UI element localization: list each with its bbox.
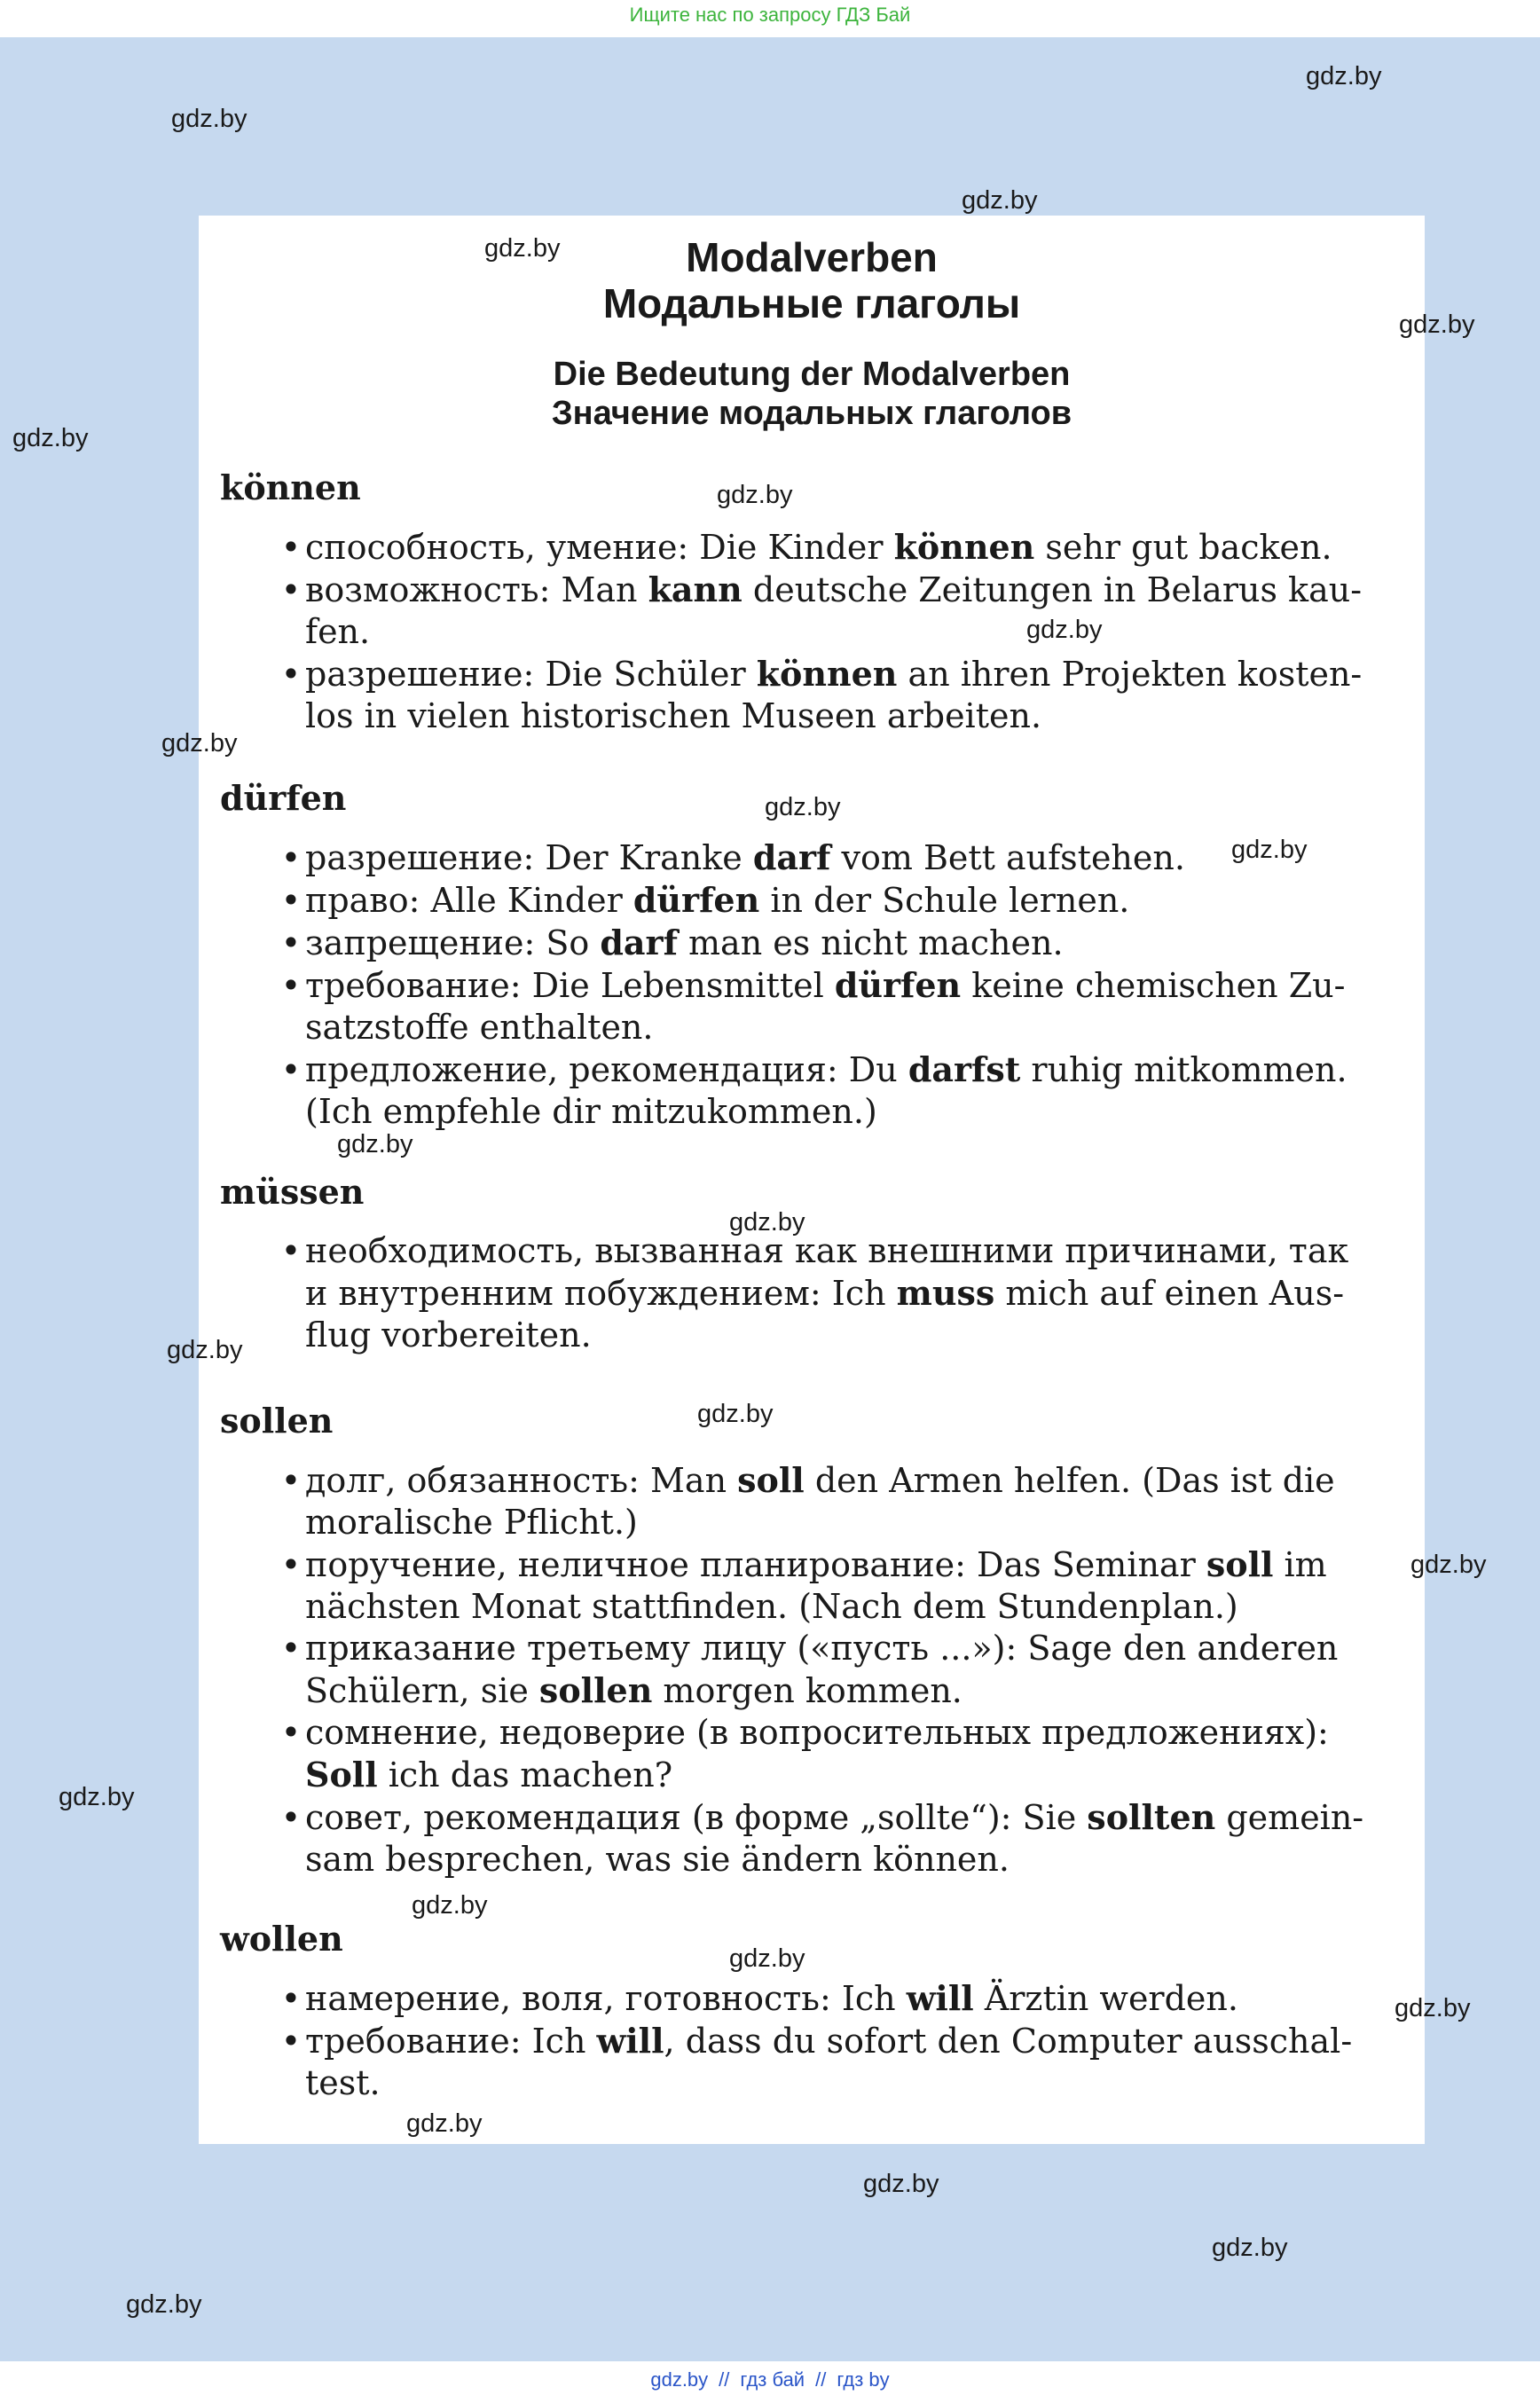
list-item bbox=[277, 569, 1403, 653]
item-text: сомнение, недоверие (в вопросительных предложениях): bbox=[305, 1713, 1329, 1752]
list-item bbox=[277, 1543, 1403, 1628]
watermark: gdz.by bbox=[1395, 1994, 1471, 2022]
item-line bbox=[277, 1798, 1363, 1837]
list-item bbox=[277, 526, 1403, 569]
item-text: требование: Die Lebensmittel bbox=[305, 966, 835, 1005]
subtitle-ru: Значение модальных глаголов bbox=[551, 395, 1072, 432]
bottom-link-gdz-by[interactable]: gdz.by bbox=[650, 2368, 709, 2391]
item-line bbox=[277, 923, 1064, 962]
list-item bbox=[277, 879, 1403, 922]
item-text: необходимость, вызванная как внешними причинами, так bbox=[305, 1231, 1349, 1270]
item-text: satzstoffe enthalten. bbox=[305, 1008, 654, 1047]
modal-verb-form: will bbox=[596, 2021, 664, 2061]
modal-verb-form: darf bbox=[752, 837, 831, 877]
item-text: долг, обязанность: Man bbox=[305, 1461, 738, 1500]
modal-verb-form: können bbox=[756, 654, 898, 694]
watermark: gdz.by bbox=[1410, 1551, 1487, 1579]
item-line bbox=[277, 1629, 1338, 1668]
subtitle-de: Die Bedeutung der Modalverben bbox=[553, 356, 1071, 393]
watermark: gdz.by bbox=[12, 424, 89, 452]
section-list-muessen bbox=[277, 1230, 1403, 1356]
item-line bbox=[277, 1050, 1348, 1089]
item-text: запрещение: So bbox=[305, 923, 601, 962]
title-ru: Модальные глаголы bbox=[602, 280, 1021, 326]
item-text: требование: Ich bbox=[305, 2022, 597, 2061]
item-text: ich das machen? bbox=[377, 1755, 673, 1794]
item-line bbox=[277, 1007, 1403, 1048]
item-text: man es nicht machen. bbox=[677, 923, 1064, 962]
bottom-link-gdz-by-ru[interactable]: гдз by bbox=[837, 2368, 890, 2391]
item-text: приказание третьему лицу («пусть ...»): Sage den anderen bbox=[305, 1629, 1339, 1668]
item-line bbox=[277, 838, 1185, 877]
watermark: gdz.by bbox=[337, 1130, 413, 1158]
item-line bbox=[277, 655, 1362, 694]
item-text: fen. bbox=[305, 612, 371, 651]
watermark: gdz.by bbox=[171, 105, 248, 133]
bullet-icon: • bbox=[280, 1545, 302, 1584]
item-text: mich auf einen Aus- bbox=[994, 1274, 1345, 1313]
item-text: flug vorbereiten. bbox=[305, 1315, 592, 1355]
item-line bbox=[277, 1502, 1403, 1543]
item-text: sehr gut backen. bbox=[1034, 528, 1332, 567]
bullet-icon: • bbox=[280, 1979, 302, 2018]
verb-heading-wollen: wollen bbox=[220, 1919, 343, 1959]
verb-heading-muessen: müssen bbox=[220, 1172, 365, 1212]
item-line bbox=[277, 2022, 1352, 2061]
verb-heading-koennen: können bbox=[220, 467, 361, 507]
watermark: gdz.by bbox=[962, 186, 1038, 215]
item-line bbox=[277, 528, 1332, 567]
item-line bbox=[277, 1091, 1403, 1133]
item-line bbox=[277, 1231, 1348, 1270]
modal-verb-form: Soll bbox=[305, 1755, 378, 1794]
item-text: moralische Pflicht.) bbox=[305, 1503, 638, 1542]
item-line bbox=[277, 695, 1403, 737]
modal-verb-form: soll bbox=[737, 1460, 805, 1500]
item-text: поручение, неличное планирование: Das Seminar bbox=[305, 1545, 1206, 1584]
item-text: право: Alle Kinder bbox=[305, 881, 633, 920]
item-text: ruhig mitkommen. bbox=[1020, 1050, 1348, 1089]
list-item bbox=[277, 1230, 1403, 1356]
item-text: Ärztin werden. bbox=[973, 1979, 1238, 2018]
section-list-wollen bbox=[277, 1977, 1403, 2104]
item-line bbox=[277, 1315, 1403, 1356]
item-line bbox=[277, 1839, 1403, 1881]
verb-heading-duerfen: dürfen bbox=[220, 778, 347, 818]
watermark: gdz.by bbox=[1026, 616, 1103, 644]
watermark: gdz.by bbox=[167, 1336, 243, 1364]
bullet-icon: • bbox=[280, 1050, 302, 1089]
watermark: gdz.by bbox=[1306, 62, 1382, 90]
item-text: gemein- bbox=[1215, 1798, 1364, 1837]
watermark: gdz.by bbox=[1231, 836, 1308, 864]
list-item bbox=[277, 964, 1403, 1048]
modal-verb-form: dürfen bbox=[834, 965, 962, 1005]
list-item bbox=[277, 2020, 1403, 2104]
bullet-icon: • bbox=[280, 1231, 302, 1270]
item-text: и внутренним побуждением: Ich bbox=[305, 1274, 897, 1313]
section-list-sollen bbox=[277, 1459, 1403, 1881]
item-text: (Ich empfehle dir mitzukommen.) bbox=[305, 1092, 877, 1131]
watermark: gdz.by bbox=[1399, 310, 1475, 339]
bullet-icon: • bbox=[280, 923, 302, 962]
watermark: gdz.by bbox=[126, 2290, 202, 2319]
section-list-duerfen bbox=[277, 836, 1403, 1133]
bullet-icon: • bbox=[280, 881, 302, 920]
bullet-icon: • bbox=[280, 570, 302, 609]
item-line bbox=[277, 1669, 1403, 1712]
item-line bbox=[277, 1979, 1238, 2018]
item-line bbox=[277, 1586, 1403, 1628]
modal-verb-form: muss bbox=[896, 1273, 995, 1313]
watermark: gdz.by bbox=[161, 729, 238, 758]
watermark: gdz.by bbox=[863, 2170, 939, 2198]
item-text: способность, умение: Die Kinder bbox=[305, 528, 894, 567]
item-text: , dass du sofort den Computer ausschal- bbox=[664, 2022, 1353, 2061]
item-text: nächsten Monat stattfinden. (Nach dem Stundenplan.) bbox=[305, 1587, 1238, 1626]
item-text: sam besprechen, was sie ändern können. bbox=[305, 1840, 1010, 1879]
item-text: den Armen helfen. (Das ist die bbox=[804, 1461, 1335, 1500]
bullet-icon: • bbox=[280, 966, 302, 1005]
watermark: gdz.by bbox=[59, 1783, 135, 1811]
modal-verb-form: darfst bbox=[908, 1049, 1021, 1089]
title-de: Modalverben bbox=[686, 234, 938, 280]
item-text: намерение, воля, готовность: Ich bbox=[305, 1979, 907, 2018]
bottom-link-gdz-bai[interactable]: гдз бай bbox=[740, 2368, 805, 2391]
item-line bbox=[277, 1461, 1335, 1500]
top-banner-text[interactable]: Ищите нас по запросу ГДЗ Бай bbox=[629, 4, 911, 26]
item-line bbox=[277, 1272, 1403, 1315]
item-line bbox=[277, 881, 1129, 920]
list-item bbox=[277, 1712, 1403, 1796]
modal-verb-form: sollten bbox=[1087, 1797, 1216, 1837]
verb-heading-sollen: sollen bbox=[220, 1401, 334, 1441]
watermark: gdz.by bbox=[406, 2109, 483, 2138]
item-line bbox=[277, 1754, 1403, 1796]
modal-verb-form: können bbox=[893, 527, 1035, 567]
item-text: los in vielen historischen Museen arbeiten. bbox=[305, 696, 1042, 735]
bullet-icon: • bbox=[280, 655, 302, 694]
bottom-separator: // bbox=[719, 2368, 730, 2391]
bullet-icon: • bbox=[280, 2022, 302, 2061]
item-text: предложение, рекомендация: Du bbox=[305, 1050, 908, 1089]
section-list-koennen bbox=[277, 526, 1403, 737]
list-item bbox=[277, 653, 1403, 737]
item-text: test. bbox=[305, 2063, 381, 2102]
bullet-icon: • bbox=[280, 1798, 302, 1837]
item-line bbox=[277, 1713, 1329, 1752]
item-text: morgen kommen. bbox=[652, 1671, 962, 1710]
item-text: Schülern, sie bbox=[305, 1671, 539, 1710]
item-text: an ihren Projekten kosten- bbox=[897, 655, 1363, 694]
modal-verb-form: darf bbox=[600, 923, 678, 962]
modal-verb-form: sollen bbox=[538, 1670, 653, 1710]
bullet-icon: • bbox=[280, 1629, 302, 1668]
modal-verb-form: soll bbox=[1206, 1544, 1274, 1584]
watermark: gdz.by bbox=[765, 793, 841, 821]
item-line bbox=[277, 1545, 1327, 1584]
item-text: in der Schule lernen. bbox=[759, 881, 1130, 920]
item-line bbox=[277, 611, 1403, 653]
list-item bbox=[277, 1977, 1403, 2020]
item-text: deutsche Zeitungen in Belarus kau- bbox=[742, 570, 1363, 609]
bottom-banner bbox=[0, 2368, 1540, 2391]
item-line bbox=[277, 570, 1362, 609]
bottom-separator: // bbox=[815, 2368, 827, 2391]
modal-verb-form: will bbox=[906, 1978, 974, 2018]
modal-verb-form: kann bbox=[648, 569, 742, 609]
watermark: gdz.by bbox=[717, 481, 793, 509]
watermark: gdz.by bbox=[729, 1208, 805, 1237]
list-item bbox=[277, 1459, 1403, 1543]
item-text: разрешение: Die Schüler bbox=[305, 655, 757, 694]
item-text: разрешение: Der Kranke bbox=[305, 838, 753, 877]
watermark: gdz.by bbox=[484, 234, 561, 263]
list-item bbox=[277, 1048, 1403, 1133]
item-line bbox=[277, 2062, 1403, 2104]
bullet-icon: • bbox=[280, 1713, 302, 1752]
watermark: gdz.by bbox=[1212, 2234, 1288, 2262]
list-item bbox=[277, 1628, 1403, 1712]
watermark: gdz.by bbox=[412, 1891, 488, 1920]
item-text: im bbox=[1273, 1545, 1327, 1584]
list-item bbox=[277, 1796, 1403, 1881]
item-line bbox=[277, 966, 1345, 1005]
item-text: возможность: Man bbox=[305, 570, 648, 609]
item-text: vom Bett aufstehen. bbox=[830, 838, 1185, 877]
page-card bbox=[199, 216, 1425, 2144]
bullet-icon: • bbox=[280, 1461, 302, 1500]
modal-verb-form: dürfen bbox=[632, 880, 760, 920]
bullet-icon: • bbox=[280, 528, 302, 567]
item-text: совет, рекомендация (в форме „sollte“): Sie bbox=[305, 1798, 1088, 1837]
item-text: keine chemischen Zu- bbox=[961, 966, 1346, 1005]
watermark: gdz.by bbox=[697, 1400, 774, 1428]
bullet-icon: • bbox=[280, 838, 302, 877]
list-item bbox=[277, 922, 1403, 964]
watermark: gdz.by bbox=[729, 1944, 805, 1973]
